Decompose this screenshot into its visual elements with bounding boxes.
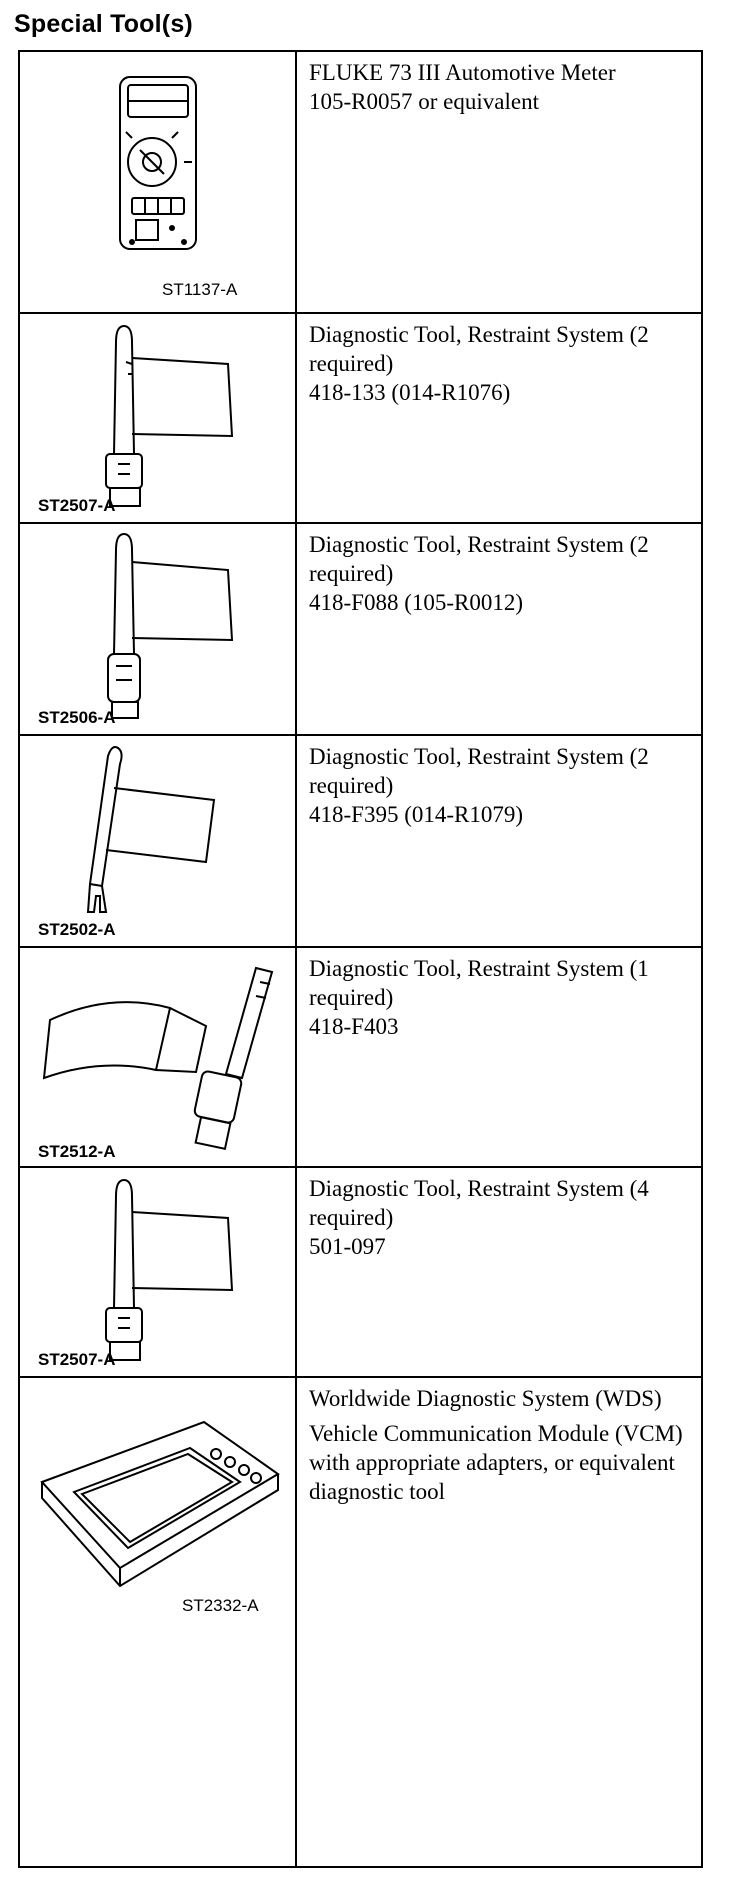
figure-label: ST2332-A: [182, 1596, 259, 1615]
figure-label: ST1137-A: [162, 280, 238, 299]
tool-number: 418-F088 (105-R0012): [309, 590, 524, 615]
tool-name: Diagnostic Tool, Restraint System (2 required): [309, 532, 649, 586]
tool-number: 105-R0057 or equivalent: [309, 89, 539, 114]
table-row: [19, 947, 702, 1167]
tool-description: [296, 1167, 702, 1377]
figure-cell: [19, 1377, 296, 1867]
diagnostic-tablet-icon: [20, 1378, 295, 1618]
figure-cell: [19, 51, 296, 313]
figure-cell: [19, 947, 296, 1167]
tool-name: Diagnostic Tool, Restraint System (2 required): [309, 744, 649, 798]
tool-description: [296, 735, 702, 947]
tool-name: Diagnostic Tool, Restraint System (2 required): [309, 322, 649, 376]
restraint-connector-icon: [20, 1168, 295, 1374]
tool-description: [296, 51, 702, 313]
figure-label: ST2512-A: [38, 1142, 116, 1161]
table-row: [19, 523, 702, 735]
multimeter-icon: [20, 52, 295, 310]
tool-name: Diagnostic Tool, Restraint System (4 required): [309, 1176, 649, 1230]
tool-number: 418-133 (014-R1076): [309, 380, 511, 405]
table-row: [19, 1377, 702, 1867]
table-row: [19, 51, 702, 313]
restraint-tool-illustration: [20, 736, 295, 946]
figure-label: ST2507-A: [38, 1350, 116, 1369]
multimeter-illustration: [20, 52, 295, 312]
tool-description: [296, 313, 702, 523]
restraint-tool-illustration: [20, 1168, 295, 1376]
tool-description: [296, 947, 702, 1167]
special-tools-table: [18, 50, 703, 1868]
restraint-tool-illustration: [20, 314, 295, 522]
restraint-connector-icon: [20, 524, 295, 732]
tool-name: Worldwide Diagnostic System (WDS): [309, 1386, 662, 1411]
restraint-tool-illustration: [20, 948, 295, 1166]
tool-details: Vehicle Communication Module (VCM) with appropriate adapters, or equivalent diagnostic tool: [309, 1421, 683, 1504]
restraint-probe-icon: [20, 736, 295, 944]
page-title: Special Tool(s): [14, 10, 193, 38]
tool-name: Diagnostic Tool, Restraint System (1 required): [309, 956, 649, 1010]
table-row: [19, 313, 702, 523]
tool-description: [296, 1377, 702, 1867]
restraint-tool-illustration: [20, 524, 295, 734]
wds-illustration: [20, 1378, 295, 1866]
restraint-connector-icon: [20, 948, 295, 1164]
figure-cell: [19, 1167, 296, 1377]
figure-cell: [19, 523, 296, 735]
table-row: [19, 1167, 702, 1377]
tool-number: 501-097: [309, 1234, 386, 1259]
restraint-connector-icon: [20, 314, 295, 520]
tool-description: [296, 523, 702, 735]
figure-label: ST2507-A: [38, 496, 116, 515]
table-row: [19, 735, 702, 947]
figure-label: ST2502-A: [38, 920, 116, 939]
tool-name: FLUKE 73 III Automotive Meter: [309, 60, 616, 85]
tool-number: 418-F395 (014-R1079): [309, 802, 524, 827]
figure-label: ST2506-A: [38, 708, 116, 727]
figure-cell: [19, 735, 296, 947]
figure-cell: [19, 313, 296, 523]
tool-number: 418-F403: [309, 1014, 399, 1039]
